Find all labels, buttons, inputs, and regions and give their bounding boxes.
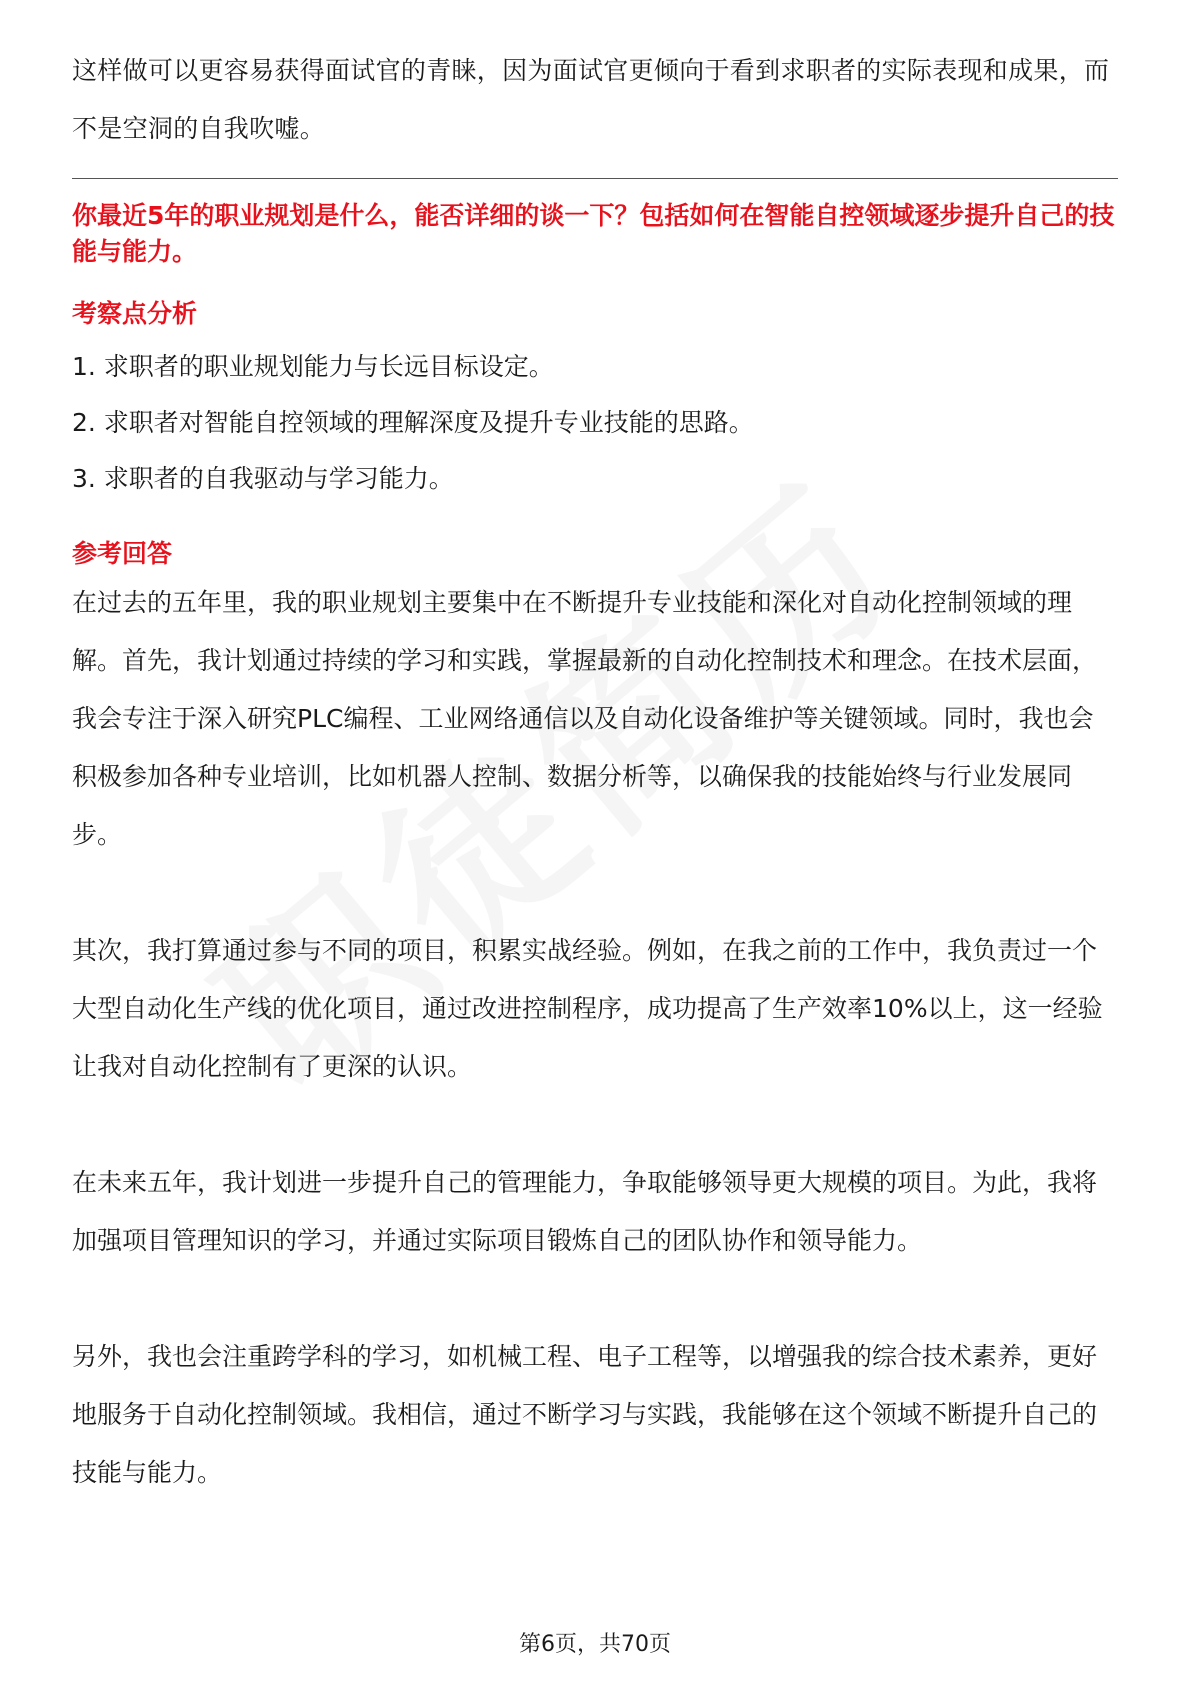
question-title: 你最近5年的职业规划是什么，能否详细的谈一下？包括如何在智能自控领域逐步提升自己的技能与能力。 xyxy=(72,201,1115,266)
analysis-points xyxy=(72,339,1118,507)
answer-heading: 参考回答 xyxy=(72,539,173,568)
answer-paragraph: 在未来五年，我计划进一步提升自己的管理能力，争取能够领导更大规模的项目。为此，我将加强项目管理知识的学习，并通过实际项目锻炼自己的团队协作和领导能力。 xyxy=(72,1168,1098,1255)
intro-paragraph: 这样做可以更容易获得面试官的青睐，因为面试官更倾向于看到求职者的实际表现和成果，而不是空洞的自我吹嘘。 xyxy=(72,56,1110,143)
page-footer: 第6页，共70页 xyxy=(519,1632,671,1657)
answer-paragraph: 在过去的五年里，我的职业规划主要集中在不断提升专业技能和深化对自动化控制领域的理解。首先，我计划通过持续的学习和实践，掌握最新的自动化控制技术和理念。在技术层面，我会专注于深入研究PLC编程、工业网络通信以及自动化设备维护等关键领域。同时，我也会积极参加各种专业培训，比如机器人控制、数据分析等，以确保我的技能始终与行业发展同步。 xyxy=(72,588,1098,849)
analysis-heading: 考察点分析 xyxy=(72,299,198,328)
analysis-point: 3. 求职者的自我驱动与学习能力。 xyxy=(72,464,454,493)
analysis-point: 2. 求职者对智能自控领域的理解深度及提升专业技能的思路。 xyxy=(72,408,754,437)
answer-body xyxy=(72,574,1118,1502)
divider xyxy=(72,178,1118,179)
answer-paragraph: 另外，我也会注重跨学科的学习，如机械工程、电子工程等，以增强我的综合技术素养，更好地服务于自动化控制领域。我相信，通过不断学习与实践，我能够在这个领域不断提升自己的技能与能力。 xyxy=(72,1342,1098,1487)
answer-paragraph: 其次，我打算通过参与不同的项目，积累实战经验。例如，在我之前的工作中，我负责过一个大型自动化生产线的优化项目，通过改进控制程序，成功提高了生产效率10%以上，这一经验让我对自动化控制有了更深的认识。 xyxy=(72,936,1103,1081)
analysis-point: 1. 求职者的职业规划能力与长远目标设定。 xyxy=(72,352,554,381)
document-page xyxy=(72,0,1118,1684)
